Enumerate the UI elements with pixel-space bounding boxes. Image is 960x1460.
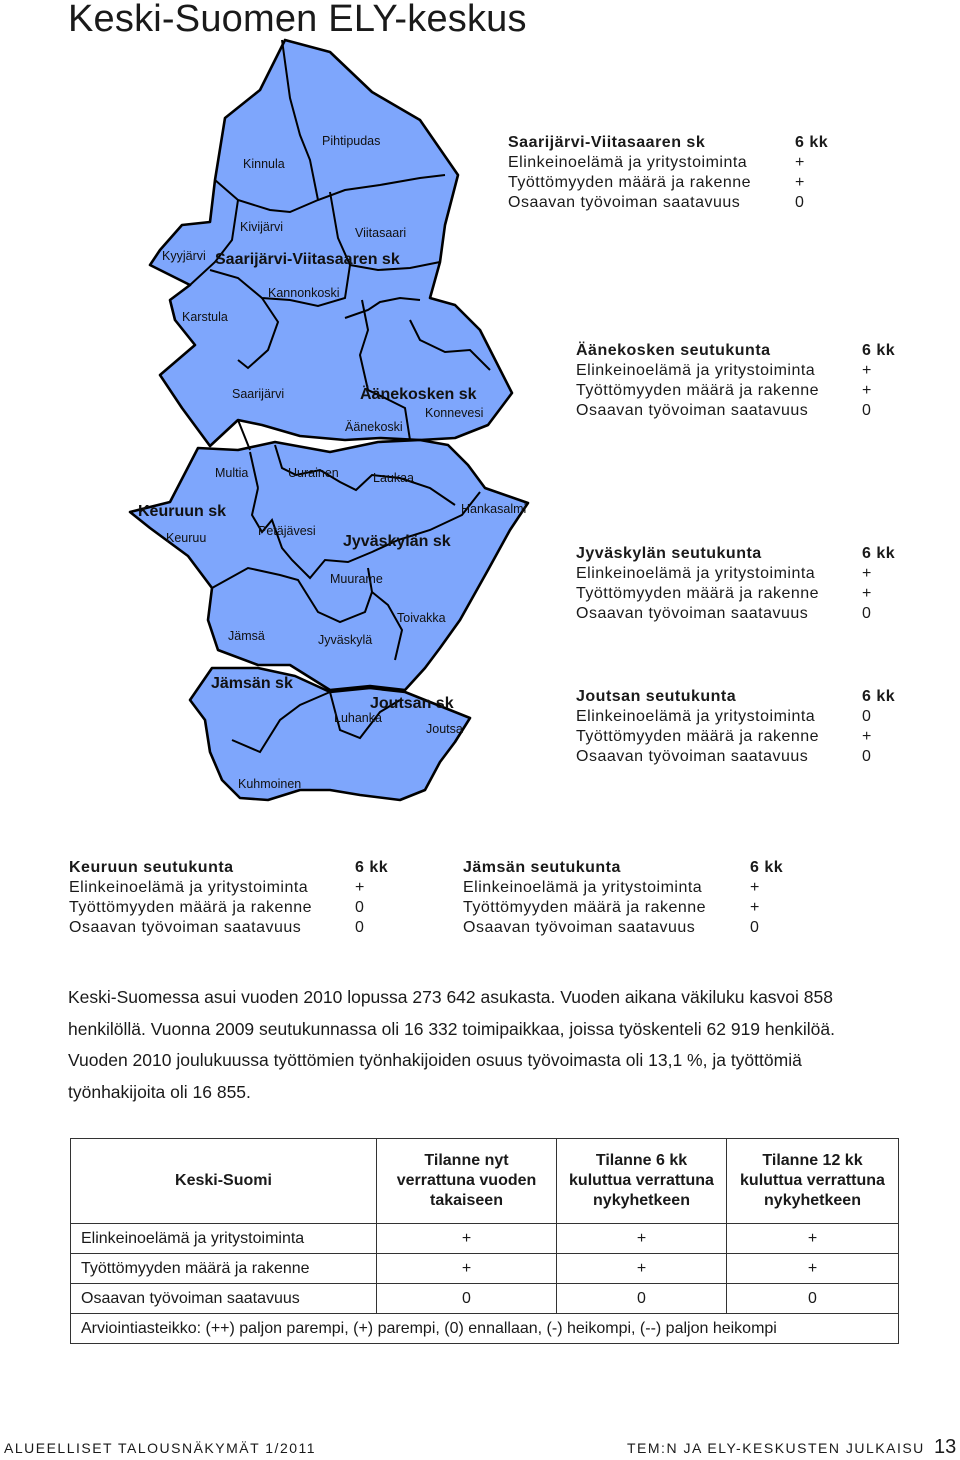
- row-label: Osaavan työvoiman saatavuus: [71, 1284, 377, 1314]
- cell-v3: 0: [727, 1284, 899, 1314]
- label-karstula: Karstula: [182, 310, 228, 324]
- region-name: Jyväskylän seutukunta: [576, 545, 762, 562]
- cell-v2: 0: [557, 1284, 727, 1314]
- value-business: +: [795, 154, 805, 171]
- indicator-labor: Osaavan työvoiman saatavuus: [69, 919, 302, 936]
- indicator-labor: Osaavan työvoiman saatavuus: [463, 919, 696, 936]
- label-kyyjarvi: Kyyjärvi: [162, 249, 206, 263]
- info-keuruu: [69, 858, 409, 938]
- label-toivakka: Toivakka: [397, 611, 446, 625]
- footer-left: ALUEELLISET TALOUSNÄKYMÄT 1/2011: [4, 1440, 317, 1456]
- map-regions: [130, 40, 528, 800]
- label-kinnula: Kinnula: [243, 157, 285, 171]
- label-petajavesi: Petäjävesi: [258, 524, 316, 538]
- cell-v2: +: [557, 1254, 727, 1284]
- info-saarijarvi-viitasaari: [508, 133, 838, 213]
- value-unemployment: 0: [355, 899, 365, 916]
- page-title: Keski-Suomen ELY-keskus: [68, 0, 527, 40]
- indicator-business: Elinkeinoelämä ja yritystoiminta: [576, 708, 816, 725]
- label-joutsa: Joutsa: [426, 722, 463, 736]
- page-number: 13: [934, 1436, 957, 1458]
- label-jamsa-sk: Jämsän sk: [211, 675, 293, 692]
- info-jyvaskyla: [576, 544, 906, 624]
- summary-table: [70, 1138, 899, 1344]
- region-name: Saarijärvi-Viitasaaren sk: [508, 134, 706, 151]
- label-jyvaskyla-sk: Jyväskylän sk: [343, 533, 451, 550]
- indicator-business: Elinkeinoelämä ja yritystoiminta: [576, 565, 816, 582]
- value-labor: 0: [355, 919, 365, 936]
- value-unemployment: +: [862, 382, 872, 399]
- period: 6 kk: [355, 859, 389, 876]
- value-business: +: [862, 565, 872, 582]
- indicator-business: Elinkeinoelämä ja yritystoiminta: [463, 879, 703, 896]
- label-keuruu: Keuruu: [166, 531, 207, 545]
- label-kivijarvi: Kivijärvi: [240, 220, 284, 234]
- label-aanekoski-sk: Äänekosken sk: [360, 386, 477, 403]
- footer-right: TEM:N JA ELY-KESKUSTEN JULKAISU: [627, 1440, 925, 1456]
- label-muurame: Muurame: [330, 572, 383, 586]
- value-labor: 0: [862, 605, 872, 622]
- value-labor: 0: [862, 402, 872, 419]
- info-jamsa: [463, 858, 803, 938]
- row-label: Työttömyyden määrä ja rakenne: [71, 1254, 377, 1284]
- period: 6 kk: [750, 859, 784, 876]
- value-unemployment: +: [750, 899, 760, 916]
- label-hankasalmi: Hankasalmi: [461, 502, 527, 516]
- value-labor: 0: [750, 919, 760, 936]
- region-name: Joutsan seutukunta: [576, 688, 737, 705]
- label-aanekoski: Äänekoski: [345, 420, 403, 434]
- region-name: Jämsän seutukunta: [463, 859, 621, 876]
- period: 6 kk: [862, 545, 896, 562]
- indicator-labor: Osaavan työvoiman saatavuus: [576, 748, 809, 765]
- scale-note-row: [71, 1314, 899, 1344]
- corner-header: Keski-Suomi: [71, 1139, 377, 1224]
- label-laukaa: Laukaa: [373, 471, 415, 485]
- indicator-labor: Osaavan työvoiman saatavuus: [576, 402, 809, 419]
- indicator-unemployment: Työttömyyden määrä ja rakenne: [576, 585, 820, 602]
- col2-header: Tilanne 6 kk kuluttua verrattuna nykyhetkeen: [557, 1139, 727, 1224]
- label-joutsa-sk: Joutsan sk: [370, 695, 454, 712]
- value-unemployment: +: [795, 174, 805, 191]
- indicator-unemployment: Työttömyyden määrä ja rakenne: [69, 899, 313, 916]
- label-kannonkoski: Kannonkoski: [268, 286, 340, 300]
- cell-v2: +: [557, 1224, 727, 1254]
- cell-v3: +: [727, 1224, 899, 1254]
- label-uurainen: Uurainen: [288, 466, 339, 480]
- row-label: Elinkeinoelämä ja yritystoiminta: [71, 1224, 377, 1254]
- col3-header: Tilanne 12 kk kuluttua verrattuna nykyhetkeen: [727, 1139, 899, 1224]
- info-joutsa: [576, 687, 906, 767]
- cell-v1: +: [377, 1224, 557, 1254]
- period: 6 kk: [862, 688, 896, 705]
- col1-header: Tilanne nyt verrattuna vuoden takaiseen: [377, 1139, 557, 1224]
- cell-v3: +: [727, 1254, 899, 1284]
- indicator-unemployment: Työttömyyden määrä ja rakenne: [463, 899, 707, 916]
- info-aanekoski: [576, 341, 906, 421]
- label-jyvaskyla: Jyväskylä: [318, 633, 373, 647]
- table-row: [71, 1224, 899, 1254]
- indicator-labor: Osaavan työvoiman saatavuus: [508, 194, 741, 211]
- value-unemployment: +: [862, 585, 872, 602]
- value-unemployment: +: [862, 728, 872, 745]
- table-row: [71, 1284, 899, 1314]
- label-keuruu-sk: Keuruun sk: [138, 503, 227, 520]
- value-labor: 0: [795, 194, 805, 211]
- value-business: +: [355, 879, 365, 896]
- summary-header-row: [71, 1139, 899, 1224]
- label-jamsa: Jämsä: [228, 629, 265, 643]
- value-business: +: [862, 362, 872, 379]
- label-konnevesi: Konnevesi: [425, 406, 484, 420]
- table-row: [71, 1254, 899, 1284]
- scale-note: Arviointiasteikko: (++) paljon parempi, (+) parempi, (0) ennallaan, (-) heikompi, (--) paljon heikompi: [71, 1314, 899, 1344]
- label-saarijarvi: Saarijärvi: [232, 387, 285, 401]
- cell-v1: 0: [377, 1284, 557, 1314]
- indicator-unemployment: Työttömyyden määrä ja rakenne: [576, 728, 820, 745]
- indicator-unemployment: Työttömyyden määrä ja rakenne: [508, 174, 752, 191]
- region-name: Äänekosken seutukunta: [576, 342, 771, 359]
- label-pihtipudas: Pihtipudas: [322, 134, 381, 148]
- label-multia: Multia: [215, 466, 249, 480]
- label-viitasaari: Viitasaari: [355, 226, 407, 240]
- region-name: Keuruun seutukunta: [69, 859, 234, 876]
- period: 6 kk: [795, 134, 829, 151]
- indicator-business: Elinkeinoelämä ja yritystoiminta: [508, 154, 748, 171]
- period: 6 kk: [862, 342, 896, 359]
- cell-v1: +: [377, 1254, 557, 1284]
- value-labor: 0: [862, 748, 872, 765]
- indicator-business: Elinkeinoelämä ja yritystoiminta: [576, 362, 816, 379]
- value-business: +: [750, 879, 760, 896]
- value-business: 0: [862, 708, 872, 725]
- indicator-labor: Osaavan työvoiman saatavuus: [576, 605, 809, 622]
- label-saarijarvi-viitasaari-sk: Saarijärvi-Viitasaaren sk: [215, 251, 400, 268]
- label-kuhmoinen: Kuhmoinen: [238, 777, 302, 791]
- indicator-unemployment: Työttömyyden määrä ja rakenne: [576, 382, 820, 399]
- label-luhanka: Luhanka: [334, 711, 382, 725]
- summary-paragraph: Keski-Suomessa asui vuoden 2010 lopussa 273 642 asukasta. Vuoden aikana väkiluku kasvoi 858 henkilöllä. Vuonna 2009 seutukunnassa oli 16 332 toimipaikkaa, joissa työskenteli 62 919 henkilöä. Vuoden 2010 joulukuussa työttömien työnhakijoiden osuus työvoimasta oli 13,1 %, ja työttömiä työnhakijoita oli 16 855.: [68, 987, 835, 1102]
- indicator-business: Elinkeinoelämä ja yritystoiminta: [69, 879, 309, 896]
